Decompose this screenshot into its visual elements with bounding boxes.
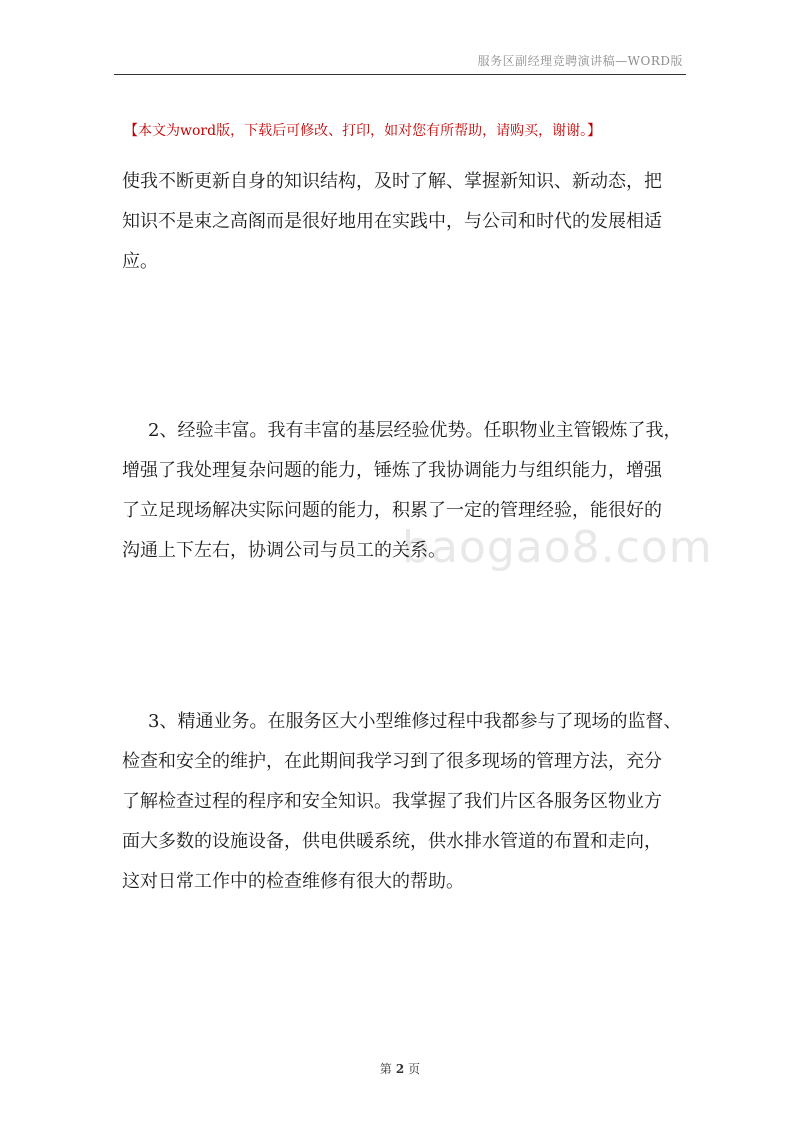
- footer-suffix: 页: [408, 1062, 421, 1076]
- paragraph-line: 3、精通业务。在服务区大小型维修过程中我都参与了现场的监督、: [148, 711, 682, 732]
- paragraph-line: 了立足现场解决实际问题的能力，积累了一定的管理经验，能很好的: [122, 500, 662, 521]
- purchase-notice: 【本文为word版，下载后可修改、打印，如对您有所帮助，请购买，谢谢。】: [124, 123, 602, 139]
- page-number: 2: [395, 1062, 405, 1076]
- paragraph-line: 增强了我处理复杂问题的能力，锤炼了我协调能力与组织能力，增强: [122, 460, 662, 481]
- paragraph-line: 应。: [122, 251, 158, 272]
- paragraph-experience: [122, 411, 692, 571]
- paragraph-line: 这对日常工作中的检查维修有很大的帮助。: [122, 871, 464, 892]
- paragraph-line: 2、经验丰富。我有丰富的基层经验优势。任职物业主管锻炼了我，: [148, 420, 682, 441]
- footer-prefix: 第: [379, 1062, 392, 1076]
- header-divider: [114, 74, 686, 75]
- page-footer: [0, 1060, 800, 1077]
- paragraph-knowledge: [122, 162, 692, 282]
- paragraph-line: 了解检查过程的程序和安全知识。我掌握了我们片区各服务区物业方: [122, 791, 662, 812]
- paragraph-line: 使我不断更新自身的知识结构，及时了解、掌握新知识、新动态，把: [122, 171, 662, 192]
- paragraph-expertise: [122, 702, 692, 902]
- paragraph-line: 沟通上下左右，协调公司与员工的关系。: [122, 540, 446, 561]
- header-title: 服务区副经理竞聘演讲稿—WORD版: [477, 54, 683, 68]
- paragraph-line: 面大多数的设施设备，供电供暖系统，供水排水管道的布置和走向，: [122, 831, 662, 852]
- watermark: baogao8.com: [402, 522, 713, 573]
- paragraph-line: 检查和安全的维护，在此期间我学习到了很多现场的管理方法，充分: [122, 751, 662, 772]
- paragraph-line: 知识不是束之高阁而是很好地用在实践中，与公司和时代的发展相适: [122, 211, 662, 232]
